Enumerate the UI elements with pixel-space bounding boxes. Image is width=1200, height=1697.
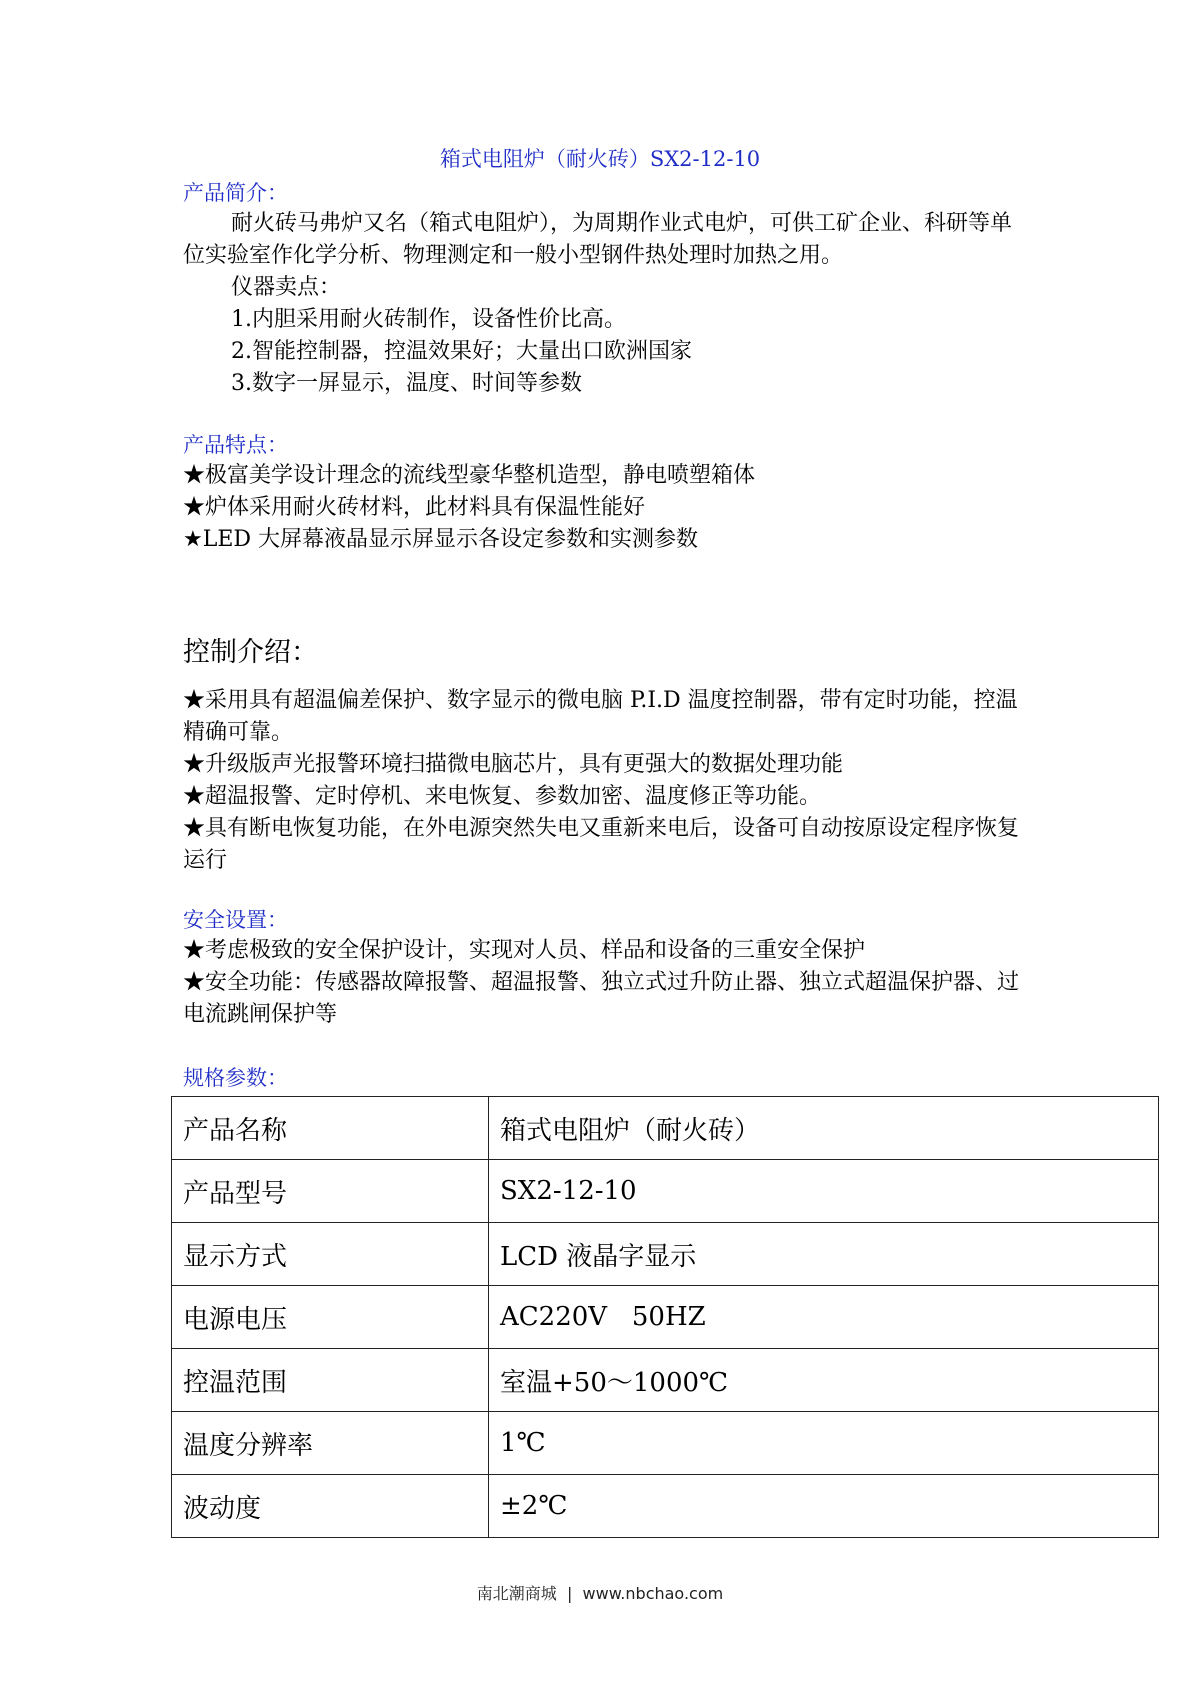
- spec-key: 电源电压: [172, 1286, 489, 1349]
- intro-heading: 产品简介：: [183, 181, 288, 205]
- selling-point: 1.内胆采用耐火砖制作，设备性价比高。: [231, 307, 626, 332]
- control-section: [183, 633, 1033, 877]
- control-item: ★升级版声光报警环境扫描微电脑芯片，具有更强大的数据处理功能: [183, 752, 844, 777]
- safety-item: ★考虑极致的安全保护设计，实现对人员、样品和设备的三重安全保护: [183, 938, 866, 963]
- spec-key: 产品名称: [172, 1097, 489, 1160]
- spec-key: 产品型号: [172, 1160, 489, 1223]
- table-row: [172, 1475, 1159, 1538]
- spec-value: ±2℃: [489, 1475, 1159, 1538]
- safety-heading: 安全设置：: [183, 908, 288, 932]
- spec-key: 温度分辨率: [172, 1412, 489, 1475]
- safety-item: ★安全功能：传感器故障报警、超温报警、独立式过升防止器、独立式超温保护器、过电流跳闸保护等: [183, 970, 1020, 1027]
- spec-key: 波动度: [172, 1475, 489, 1538]
- spec-value: AC220V 50HZ: [489, 1286, 1159, 1349]
- spec-heading: 规格参数：: [183, 1066, 288, 1090]
- control-item: ★具有断电恢复功能，在外电源突然失电又重新来电后，设备可自动按原设定程序恢复运行: [183, 816, 1020, 873]
- safety-section: [183, 905, 1033, 1031]
- table-row: [172, 1349, 1159, 1412]
- feature-item: ★LED 大屏幕液晶显示屏显示各设定参数和实测参数: [183, 527, 699, 552]
- spec-key: 控温范围: [172, 1349, 489, 1412]
- intro-section: [183, 178, 1033, 400]
- table-row: [172, 1286, 1159, 1349]
- spec-value: 1℃: [489, 1412, 1159, 1475]
- document-title: 箱式电阻炉（耐火砖）SX2-12-10: [439, 147, 761, 171]
- control-item: ★采用具有超温偏差保护、数字显示的微电脑 P.I.D 温度控制器，带有定时功能，控温精确可靠。: [183, 688, 1018, 745]
- control-heading: 控制介绍：: [183, 637, 318, 668]
- spec-value: SX2-12-10: [489, 1160, 1159, 1223]
- spec-table: [171, 1096, 1159, 1538]
- spec-value: 室温+50～1000℃: [489, 1349, 1159, 1412]
- spec-value: 箱式电阻炉（耐火砖）: [489, 1097, 1159, 1160]
- table-row: [172, 1160, 1159, 1223]
- intro-paragraph: 耐火砖马弗炉又名（箱式电阻炉），为周期作业式电炉，可供工矿企业、科研等单位实验室作化学分析、物理测定和一般小型钢件热处理时加热之用。: [183, 211, 1013, 268]
- features-section: [183, 430, 1033, 556]
- spec-key: 显示方式: [172, 1223, 489, 1286]
- selling-point: 2.智能控制器，控温效果好；大量出口欧洲国家: [231, 339, 692, 364]
- feature-item: ★炉体采用耐火砖材料，此材料具有保温性能好: [183, 495, 646, 520]
- spec-section: [183, 1063, 1033, 1093]
- table-row: [172, 1097, 1159, 1160]
- selling-point: 3.数字一屏显示，温度、时间等参数: [231, 371, 582, 396]
- spec-value: LCD 液晶字显示: [489, 1223, 1159, 1286]
- selling-heading: 仪器卖点：: [231, 275, 342, 300]
- footer-site-link[interactable]: 南北潮商城 | www.nbchao.com: [476, 1584, 724, 1603]
- features-heading: 产品特点：: [183, 433, 288, 457]
- table-row: [172, 1223, 1159, 1286]
- table-row: [172, 1412, 1159, 1475]
- control-item: ★超温报警、定时停机、来电恢复、参数加密、温度修正等功能。: [183, 784, 822, 809]
- feature-item: ★极富美学设计理念的流线型豪华整机造型，静电喷塑箱体: [183, 463, 756, 488]
